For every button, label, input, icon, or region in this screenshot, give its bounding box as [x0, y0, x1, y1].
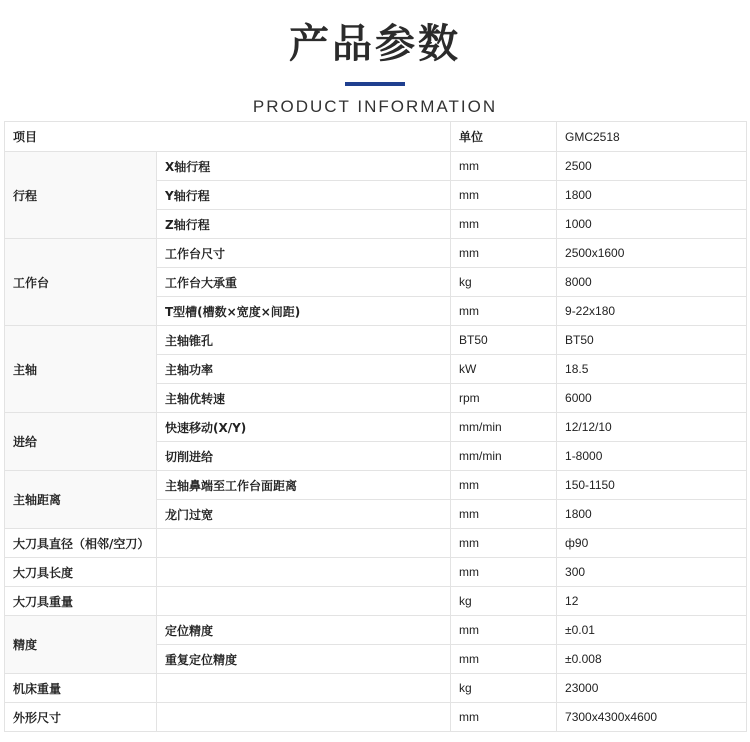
param-label: Y轴行程 — [157, 181, 451, 210]
param-value: 2500x1600 — [557, 239, 747, 268]
param-unit: rpm — [451, 384, 557, 413]
param-label: 切削进给 — [157, 442, 451, 471]
param-value: 6000 — [557, 384, 747, 413]
parameter-table — [4, 121, 747, 732]
param-value: ф90 — [557, 529, 747, 558]
page-title: 产品参数 — [289, 21, 461, 67]
param-label: 龙门过宽 — [157, 500, 451, 529]
param-value: 1800 — [557, 181, 747, 210]
param-value: 7300x4300x4600 — [557, 703, 747, 732]
group-label: 大刀具长度 — [5, 558, 157, 587]
group-label: 精度 — [5, 616, 157, 674]
param-unit: mm — [451, 529, 557, 558]
param-label: Z轴行程 — [157, 210, 451, 239]
param-label — [157, 558, 451, 587]
param-value: 2500 — [557, 152, 747, 181]
param-unit: BT50 — [451, 326, 557, 355]
table-row — [5, 674, 747, 703]
table-row — [5, 587, 747, 616]
group-label: 行程 — [5, 152, 157, 239]
param-value: 12/12/10 — [557, 413, 747, 442]
param-unit: mm — [451, 297, 557, 326]
table-row — [5, 413, 747, 442]
param-label: 工作台尺寸 — [157, 239, 451, 268]
group-label: 大刀具直径（相邻/空刀） — [5, 529, 157, 558]
param-unit: kg — [451, 268, 557, 297]
param-unit: mm/min — [451, 413, 557, 442]
group-label: 主轴 — [5, 326, 157, 413]
param-label: 定位精度 — [157, 616, 451, 645]
param-unit: kW — [451, 355, 557, 384]
param-label — [157, 703, 451, 732]
table-row — [5, 326, 747, 355]
table-row — [5, 471, 747, 500]
param-unit: mm — [451, 616, 557, 645]
param-value: 300 — [557, 558, 747, 587]
param-unit: kg — [451, 587, 557, 616]
header-unit: 单位 — [451, 122, 557, 152]
param-label: 主轴鼻端至工作台面距离 — [157, 471, 451, 500]
param-label — [157, 674, 451, 703]
param-label: 主轴优转速 — [157, 384, 451, 413]
group-label: 主轴距离 — [5, 471, 157, 529]
table-row — [5, 616, 747, 645]
param-label: 主轴锥孔 — [157, 326, 451, 355]
table-row — [5, 239, 747, 268]
table-row — [5, 703, 747, 732]
param-value: 1-8000 — [557, 442, 747, 471]
param-unit: mm/min — [451, 442, 557, 471]
parameter-table-body — [5, 122, 747, 732]
param-unit: mm — [451, 152, 557, 181]
param-label: 重复定位精度 — [157, 645, 451, 674]
param-value: 12 — [557, 587, 747, 616]
param-label: T型槽(槽数×宽度×间距) — [157, 297, 451, 326]
page-header — [0, 0, 750, 121]
group-label: 机床重量 — [5, 674, 157, 703]
param-value: 8000 — [557, 268, 747, 297]
table-row — [5, 558, 747, 587]
header-model: GMC2518 — [557, 122, 747, 152]
group-label: 工作台 — [5, 239, 157, 326]
param-unit: mm — [451, 500, 557, 529]
param-label — [157, 587, 451, 616]
param-value: BT50 — [557, 326, 747, 355]
table-row — [5, 152, 747, 181]
param-label: 快速移动(X/Y) — [157, 413, 451, 442]
param-unit: kg — [451, 674, 557, 703]
param-value: ±0.008 — [557, 645, 747, 674]
param-unit: mm — [451, 471, 557, 500]
group-label: 外形尺寸 — [5, 703, 157, 732]
param-unit: mm — [451, 703, 557, 732]
group-label: 大刀具重量 — [5, 587, 157, 616]
param-value: 18.5 — [557, 355, 747, 384]
param-unit: mm — [451, 645, 557, 674]
param-value: 1000 — [557, 210, 747, 239]
param-value: 23000 — [557, 674, 747, 703]
table-row — [5, 529, 747, 558]
param-value: 9-22x180 — [557, 297, 747, 326]
param-label: 工作台大承重 — [157, 268, 451, 297]
group-label: 进给 — [5, 413, 157, 471]
param-label — [157, 529, 451, 558]
param-unit: mm — [451, 210, 557, 239]
param-value: ±0.01 — [557, 616, 747, 645]
param-unit: mm — [451, 558, 557, 587]
param-value: 150-1150 — [557, 471, 747, 500]
param-value: 1800 — [557, 500, 747, 529]
param-unit: mm — [451, 181, 557, 210]
header-item: 项目 — [5, 122, 451, 152]
param-label: X轴行程 — [157, 152, 451, 181]
param-unit: mm — [451, 239, 557, 268]
param-label: 主轴功率 — [157, 355, 451, 384]
table-header-row — [5, 122, 747, 152]
page-subtitle: PRODUCT INFORMATION — [252, 97, 498, 116]
title-underline — [345, 82, 405, 86]
